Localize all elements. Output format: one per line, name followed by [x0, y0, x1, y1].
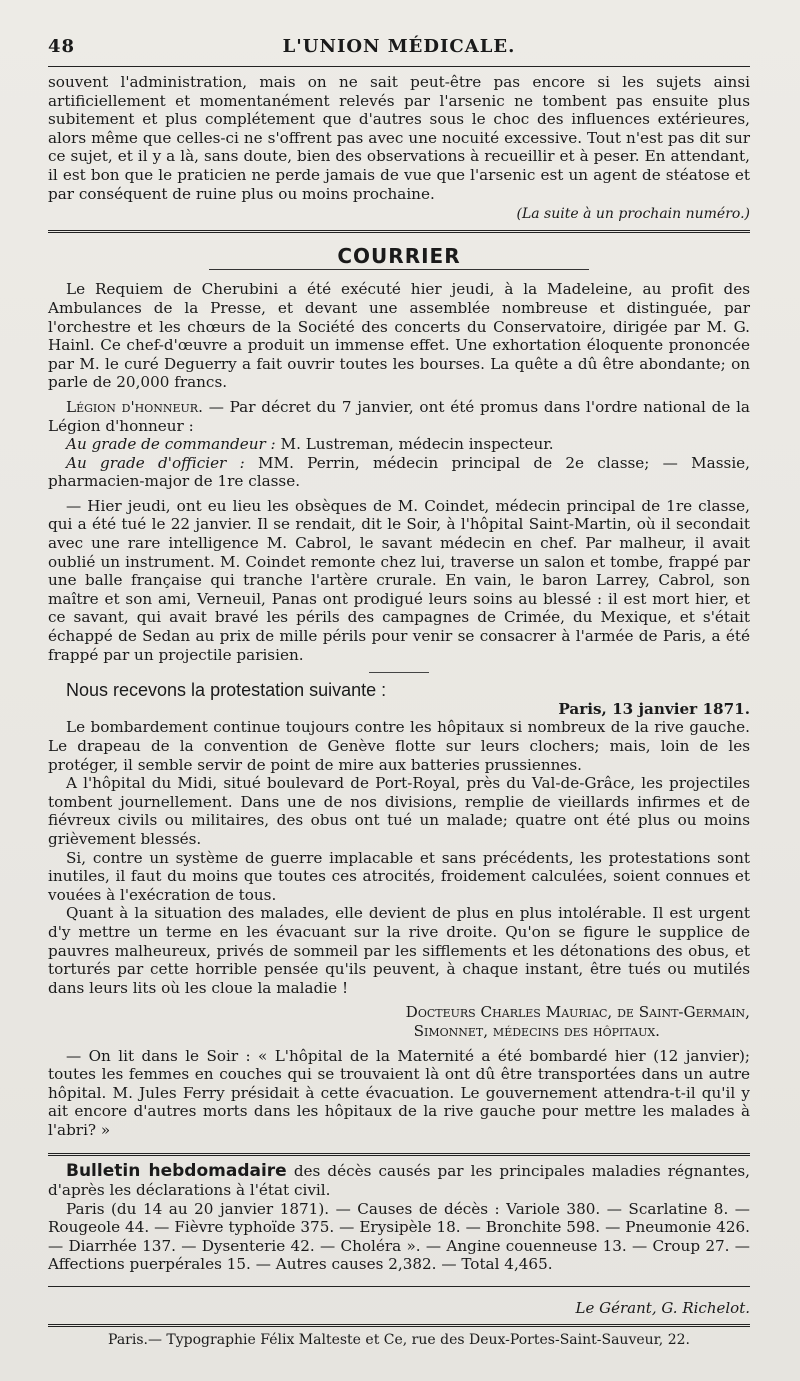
bulletin-divider — [48, 1153, 750, 1156]
section-title-rule — [209, 269, 589, 270]
protestation-paragraph-1: Le bombardement continue toujours contre les hôpitaux si nombreux de la rive gauche. Le drapeau de la convention de Genève flotte sur leurs clochers; mais, loin de les protéger, il semble servir de point de mire aux batteries prussiennes. — [48, 718, 750, 774]
legion-paragraph — [48, 398, 750, 435]
page-header — [48, 28, 750, 62]
section-divider — [48, 230, 750, 233]
bulletin-title: Bulletin hebdomadaire — [66, 1161, 287, 1182]
bulletin-stats: Paris (du 14 au 20 janvier 1871). — Causes de décès : Variole 380. — Scarlatine 8. — Rougeole 44. — Fièvre typhoïde 375. — Erysipèle 18. — Bronchite 598. — Pneumonie 426. — Diarrhée 137. — Dysenterie 42. — Choléra ». — Angine couenneuse 13. — Croup 27. — Affections puerpérales 15. — Autres causes 2,382. — Total 4,465. — [48, 1199, 750, 1274]
officier-line — [48, 454, 750, 491]
officier-text: MM. Perrin, médecin principal de 2e classe; — Massie, pharmacien-major de 1re classe. — [48, 453, 750, 491]
protestation-paragraph-2: A l'hôpital du Midi, situé boulevard de Port-Royal, près du Val-de-Grâce, les projectiles tombent journellement. Dans une de nos divisions, remplie de vieillards infirmes et de fiévreux civils ou militaires, des obus ont tué un malade; quatre ont été plus ou moins grièvement blessés. — [48, 774, 750, 848]
legion-label: Légion d'honneur. — [66, 397, 203, 416]
article-body — [48, 73, 750, 1349]
protestation-signature-1: Docteurs Charles Mauriac, de Saint-Germain, — [405, 1003, 750, 1022]
protestation-paragraph-3: Si, contre un système de guerre implacable et sans précédents, les protestations sont inutiles, il faut du moins que toutes ces atrocités, froidement calculées, soient connues et vouées à l'exécration de tous. — [48, 848, 750, 904]
header-rule — [48, 66, 750, 67]
section-title: COURRIER — [337, 243, 461, 268]
protestation-paragraph-4: Quant à la situation des malades, elle devient de plus en plus intolérable. Il est urgent d'y mettre un terme en les évacuant sur la rive droite. Qu'on se figure le supplice de pauvres malheureux, privés de sommeil par les sifflements et les détonations des obus, et torturés par cette horrible pensée qu'ils peuvent, à chaque instant, être tués ou mutilés dans leurs lits où les cloue la maladie ! — [48, 904, 750, 997]
requiem-paragraph: Le Requiem de Cherubini a été exécuté hier jeudi, à la Madeleine, au profit des Ambulances de la Presse, et devant une assemblée nombreuse et distinguée, par l'orchestre et les chœurs de la Société des concerts du Conservatoire, dirigée par M. G. Hainl. Ce chef-d'œuvre a produit un immense effet. Une exhortation éloquente prononcée par M. le curé Deguerry a fait ouvrir toutes les bourses. La quête a dû être abondante; on parle de 20,000 francs. — [48, 280, 750, 392]
footer-rule — [48, 1324, 750, 1327]
continuation-note: (La suite à un prochain numéro.) — [516, 206, 750, 223]
commandeur-text: M. Lustreman, médecin inspecteur. — [280, 435, 554, 454]
protestation-signature-2: Simonnet, médecins des hôpitaux. — [413, 1021, 660, 1040]
gerant-signature: Le Gérant, G. Richelot. — [575, 1299, 750, 1318]
protestation-lead: Nous recevons la protestation suivante : — [66, 680, 387, 701]
bulletin-intro — [48, 1162, 750, 1199]
coindet-paragraph: — Hier jeudi, ont eu lieu les obsèques de M. Coindet, médecin principal de 1re classe, qui a été tué le 22 janvier. Il se rendait, dit le Soir, à l'hôpital Saint-Martin, où il secondait avec une rare intelligence M. Cabrol, le savant médecin en chef. Par malheur, il avait oublié un instrument. M. Coindet remonte chez lui, traverse un salon et tombe, frappé par une balle française qui tranche l'artère crurale. En vain, le baron Larrey, Cabrol, son maître et son ami, Verneuil, Panas ont prodigué leurs soins au blessé : il est mort hier, et ce savant, qui avait bravé les périls des campagnes de Crimée, du Mexique, et s'était échappé de Sedan au prix de mille périls pour venir se consacrer à l'armée de Paris, a été frappé par un projectile parisien. — [48, 496, 750, 664]
short-divider — [369, 672, 429, 673]
intro-paragraph: souvent l'administration, mais on ne sait peut-être pas encore si les sujets ainsi artificiellement et momentanément relevés par l'arsenic ne tombent pas ensuite plus subitement et plus complétement que d'autres sous le choc des influences extérieures, alors même que celles-ci ne s'offrent pas avec une nocuité excessive. Tout n'est pas dit sur ce sujet, et il y a là, sans doute, bien des observations à recueillir et à peser. En attendant, il est bon que le praticien ne perde jamais de vue que l'arsenic est un agent de stéatose et par conséquent de ruine plus ou moins prochaine. — [48, 73, 750, 203]
officier-label: Au grade d'officier : — [66, 453, 245, 472]
page-number: 48 — [48, 36, 76, 57]
protestation-dateline: Paris, 13 janvier 1871. — [558, 699, 750, 718]
maternite-paragraph: — On lit dans le Soir : « L'hôpital de la Maternité a été bombardé hier (12 janvier); toutes les femmes en couches qui se trouvaient là ont dû être transportées dans un autre hôpital. M. Jules Ferry présidait à cette évacuation. Le gouvernement attendra-t-il qu'il y ait encore d'autres morts dans les hôpitaux de la rive gauche pour mettre les malades à l'abri? » — [48, 1046, 750, 1139]
legion-text: — Par décret du 7 janvier, ont été promus dans l'ordre national de la Légion d'honneur : — [48, 397, 750, 435]
commandeur-label: Au grade de commandeur : — [66, 435, 276, 454]
gerant-rule — [48, 1286, 750, 1287]
journal-title: L'UNION MÉDICALE. — [282, 36, 516, 57]
imprint-footer: Paris.— Typographie Félix Malteste et Ce, rue des Deux-Portes-Saint-Sauveur, 22. — [108, 1331, 690, 1348]
bulletin-intro-text: des décès causés par les principales maladies régnantes, d'après les déclarations à l'état civil. — [48, 1162, 751, 1200]
commandeur-line — [48, 435, 750, 454]
